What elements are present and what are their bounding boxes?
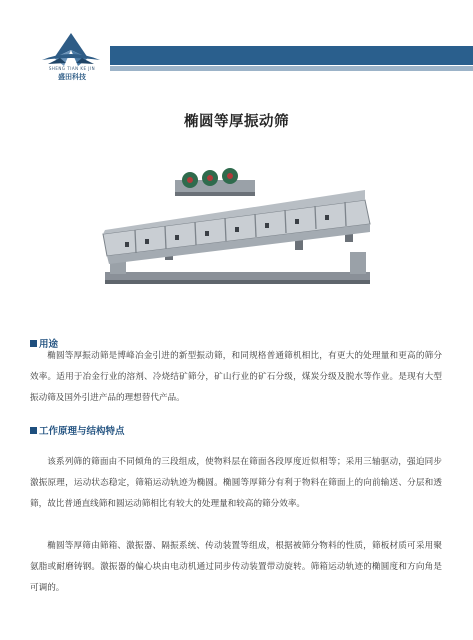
usage-paragraph: 椭圆等厚振动筛是博峰冶金引进的新型振动筛，和同规格普通筛机相比，有更大的处理量和更高的筛分效率。适用于冶金行业的溶剂、冷烧结矿筛分，矿山行业的矿石分级，煤炭分级及脱水等作业。是现有大型振动筛及国外引进产品的理想替代产品。 (30, 351, 442, 403)
logo-latin-text: SHENG TIAN KE JIN (48, 66, 96, 71)
section-heading-principle (30, 423, 125, 437)
section-heading-text: 工作原理与结构特点 (39, 426, 125, 437)
section-heading-text: 用途 (39, 339, 59, 350)
bullet-square-icon (30, 427, 37, 434)
header-band-accent (110, 66, 473, 71)
principle-paragraph-1: 该系列筛的筛面由不同倾角的三段组成，使物料层在筛面各段厚度近似相等；采用三轴驱动，强迫同步激振原理，运动状态稳定，筛箱运动轨迹为椭圆。椭圆等厚筛分有利于物料在筛面上的向前输送、分层和透筛，故比普通直线筛和圆运动筛相比有较大的处理量和较高的筛分效率。 (30, 457, 442, 509)
page-title: 椭圆等厚振动筛 (184, 114, 289, 130)
logo-chinese-text: 盛田科技 (58, 73, 86, 81)
header-band (110, 46, 473, 65)
vibrating-screen-image (95, 160, 380, 290)
principle-paragraph-2: 椭圆等厚筛由筛箱、激振器、隔振系统、传动装置等组成，根据被筛分物料的性质，筛板材质可采用聚氨脂或耐磨铸钢。激振器的偏心块由电动机通过同步传动装置带动旋转。筛箱运动轨迹的椭圆度和方向角是可调的。 (30, 541, 442, 593)
